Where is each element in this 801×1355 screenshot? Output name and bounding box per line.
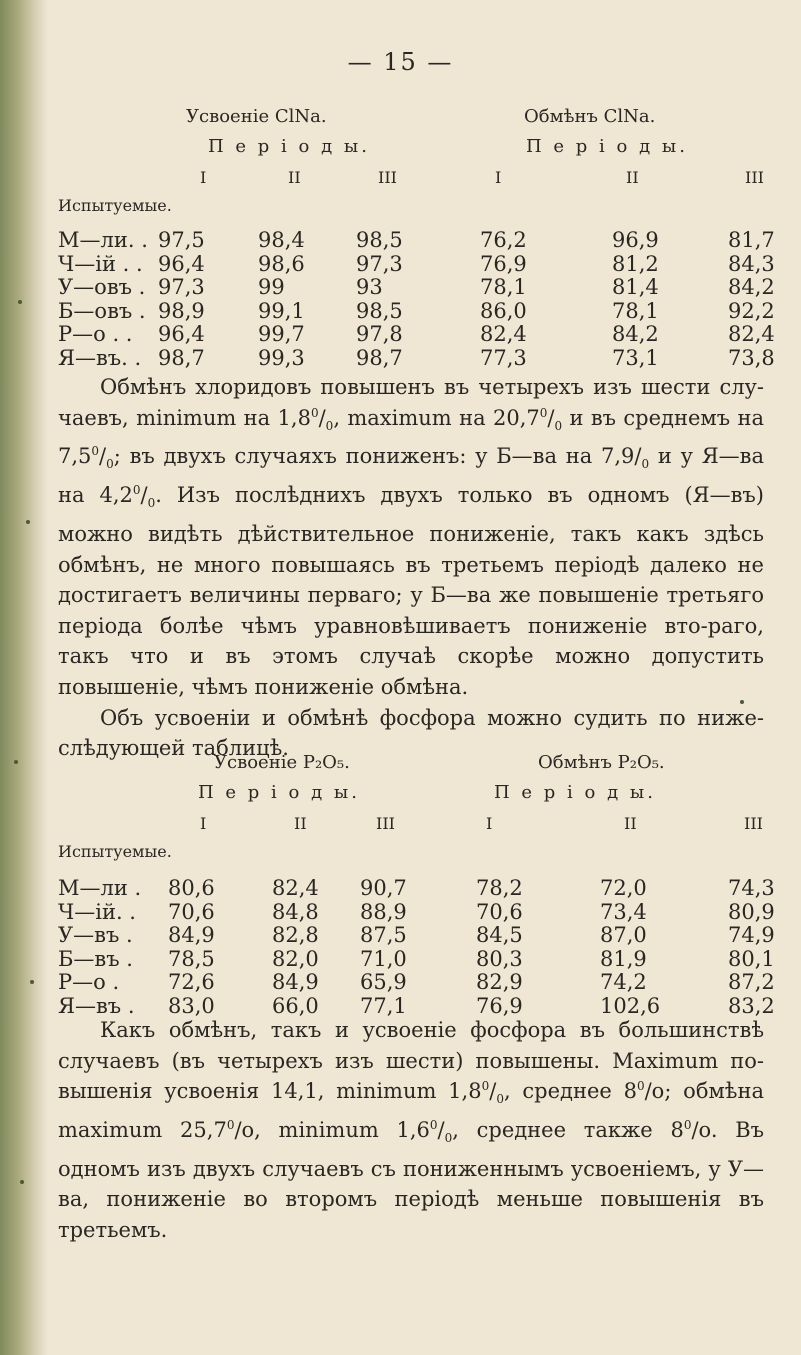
period-col: II (294, 814, 307, 833)
paragraph-chloride-exchange: Обмѣнъ хлоридовъ повышенъ въ четырехъ изъ шести слу-чаевъ, minimum на $1,8^0/_0$, maximum на $20,7^0/_0$ и въ среднемъ на $7,5^0/_0$; въ двухъ случаяхъ пониженъ: у Б—ва на $7,9/_0$ и у Я—ва на $4,2^0/_0$. Изъ послѣднихъ двухъ только въ одномъ (Я—въ) можно видѣть дѣйствительное пониженіе, такъ какъ здѣсь обмѣнъ, не много повышаясь въ третьемъ періодѣ далеко не достигаетъ величины перваго; у Б—ва же повышеніе третьяго періода болѣе чѣмъ уравновѣшиваетъ пониженіе вто-раго, такъ что и въ этомъ случаѣ скорѣе можно допустить повышеніе, чѣмъ пониженіе обмѣна. Объ усвоеніи и обмѣнѣ фосфора можно судить по ниже-слѣдующей таблицѣ. (58, 372, 764, 764)
table-cell: 97,3 (158, 275, 205, 300)
table-cell: 78,1 (480, 275, 527, 300)
period-col: III (744, 814, 763, 833)
table-cell: 74,2 (600, 970, 647, 995)
subject-name: Я—въ . (58, 994, 135, 1018)
table-cell: 78,5 (168, 946, 215, 971)
table-cell: 83,0 (168, 994, 215, 1018)
table-cell: 77,1 (360, 994, 407, 1018)
period-col: II (626, 168, 639, 187)
table-cell: 78,1 (612, 298, 659, 323)
table-cell: 82,4 (728, 322, 775, 347)
period-col: I (200, 168, 207, 187)
table-cell: 78,2 (476, 876, 523, 900)
table-cell: 80,6 (168, 876, 215, 900)
subject-name: Р—о . (58, 970, 120, 995)
periods-label: П е р і о д ы. (198, 782, 360, 803)
table-cell: 72,6 (168, 970, 215, 995)
table-cell: 66,0 (272, 994, 319, 1018)
table-cell: 84,2 (728, 275, 775, 300)
table-cell: 98,4 (258, 228, 305, 252)
periods-label: П е р і о д ы. (526, 136, 688, 157)
table-cell: 98,5 (356, 228, 403, 252)
subject-name: У—овъ . (58, 275, 146, 300)
table-cell: 98,7 (356, 346, 403, 370)
table-cell: 99,7 (258, 322, 305, 347)
table-cell: 82,4 (480, 322, 527, 347)
table-cell: 76,2 (480, 228, 527, 252)
table-cell: 74,9 (728, 923, 775, 948)
subject-name: Б—въ . (58, 946, 133, 971)
table-cell: 96,4 (158, 251, 205, 276)
table-cell: 87,0 (600, 923, 647, 948)
table-cell: 80,9 (728, 899, 775, 924)
table-cell: 92,2 (728, 298, 775, 323)
period-col: II (288, 168, 301, 187)
table-cell: 99,1 (258, 298, 305, 323)
subject-name: Б—овъ . (58, 298, 146, 323)
table-cell: 70,6 (476, 899, 523, 924)
table-cell: 81,2 (612, 251, 659, 276)
table-cell: 84,9 (168, 923, 215, 948)
subject-name: Я—въ. . (58, 346, 142, 370)
period-col: I (486, 814, 493, 833)
table-cell: 84,5 (476, 923, 523, 948)
table-cell: 80,3 (476, 946, 523, 971)
subject-name: М—ли . (58, 876, 142, 900)
table-cell: 93 (356, 275, 383, 300)
table-cell: 98,5 (356, 298, 403, 323)
table-cell: 97,5 (158, 228, 205, 252)
periods-label: П е р і о д ы. (494, 782, 656, 803)
table-cell: 81,9 (600, 946, 647, 971)
table-cell: 87,2 (728, 970, 775, 995)
table-cell: 84,3 (728, 251, 775, 276)
table-cell: 65,9 (360, 970, 407, 995)
periods-label: П е р і о д ы. (208, 136, 370, 157)
table-cell: 83,2 (728, 994, 775, 1018)
page-number: — 15 — (347, 48, 454, 76)
table-cell: 73,4 (600, 899, 647, 924)
subject-name: Р—о . . (58, 322, 133, 347)
group1-title: Усвоеніе P₂O₅. (214, 752, 350, 773)
period-col: III (376, 814, 395, 833)
group1-title: Усвоеніе ClNa. (186, 106, 327, 127)
group2-title: Обмѣнъ P₂O₅. (538, 752, 665, 773)
period-col: I (200, 814, 207, 833)
table-cell: 87,5 (360, 923, 407, 948)
table-cell: 82,4 (272, 876, 319, 900)
table-cell: 73,8 (728, 346, 775, 370)
subject-name: Ч—ій. . (58, 899, 136, 924)
row-header: Испытуемые. (58, 842, 172, 861)
table-cell: 76,9 (476, 994, 523, 1018)
table-cell: 97,8 (356, 322, 403, 347)
table-cell: 86,0 (480, 298, 527, 323)
table-cell: 98,7 (158, 346, 205, 370)
paragraph-phosphorus-exchange: Какъ обмѣнъ, такъ и усвоеніе фосфора въ большинствѣ случаевъ (въ четырехъ изъ шести) повышены. Maximum по-вышенія усвоенія 14,1, minimum $1,8^0/_0$, среднее $8^0/o$; обмѣна maximum 25,7$^0$/o, minimum $1,6^0/_0$, среднее также $8^0/o$. Въ одномъ изъ двухъ случаевъ съ пониженнымъ усвоеніемъ, у У—ва, пониженіе во второмъ періодѣ меньше повышенія въ третьемъ. (58, 1018, 764, 1242)
table-cell: 74,3 (728, 876, 775, 900)
table-cell: 88,9 (360, 899, 407, 924)
subject-name: М—ли. . (58, 228, 148, 252)
period-col: III (378, 168, 397, 187)
table-cell: 76,9 (480, 251, 527, 276)
page-edge-shadow (0, 0, 48, 1355)
row-header: Испытуемые. (58, 196, 172, 215)
table-cell: 99 (258, 275, 285, 300)
table-cell: 99,3 (258, 346, 305, 370)
table-cell: 73,1 (612, 346, 659, 370)
table-cell: 80,1 (728, 946, 775, 971)
table-cell: 84,8 (272, 899, 319, 924)
group2-title: Обмѣнъ ClNa. (524, 106, 656, 127)
table-cell: 84,2 (612, 322, 659, 347)
table-cell: 81,4 (612, 275, 659, 300)
period-col: II (624, 814, 637, 833)
subject-name: Ч—ій . . (58, 251, 143, 276)
table-cell: 82,9 (476, 970, 523, 995)
table-cell: 98,6 (258, 251, 305, 276)
table-cell: 84,9 (272, 970, 319, 995)
table-cell: 81,7 (728, 228, 775, 252)
table-cell: 90,7 (360, 876, 407, 900)
table-cell: 96,9 (612, 228, 659, 252)
table-cell: 97,3 (356, 251, 403, 276)
table-cell: 71,0 (360, 946, 407, 971)
table-cell: 70,6 (168, 899, 215, 924)
paragraph-phosphorus-intro: Объ усвоеніи и обмѣнѣ фосфора можно судить по ниже-слѣдующей таблицѣ. (58, 705, 764, 761)
table-cell: 98,9 (158, 298, 205, 323)
table-cell: 77,3 (480, 346, 527, 370)
table-cell: 96,4 (158, 322, 205, 347)
table-cell: 102,6 (600, 994, 661, 1018)
period-col: III (745, 168, 764, 187)
table-cell: 82,8 (272, 923, 319, 948)
subject-name: У—въ . (58, 923, 133, 948)
table-cell: 72,0 (600, 876, 647, 900)
period-col: I (495, 168, 502, 187)
table-cell: 82,0 (272, 946, 319, 971)
